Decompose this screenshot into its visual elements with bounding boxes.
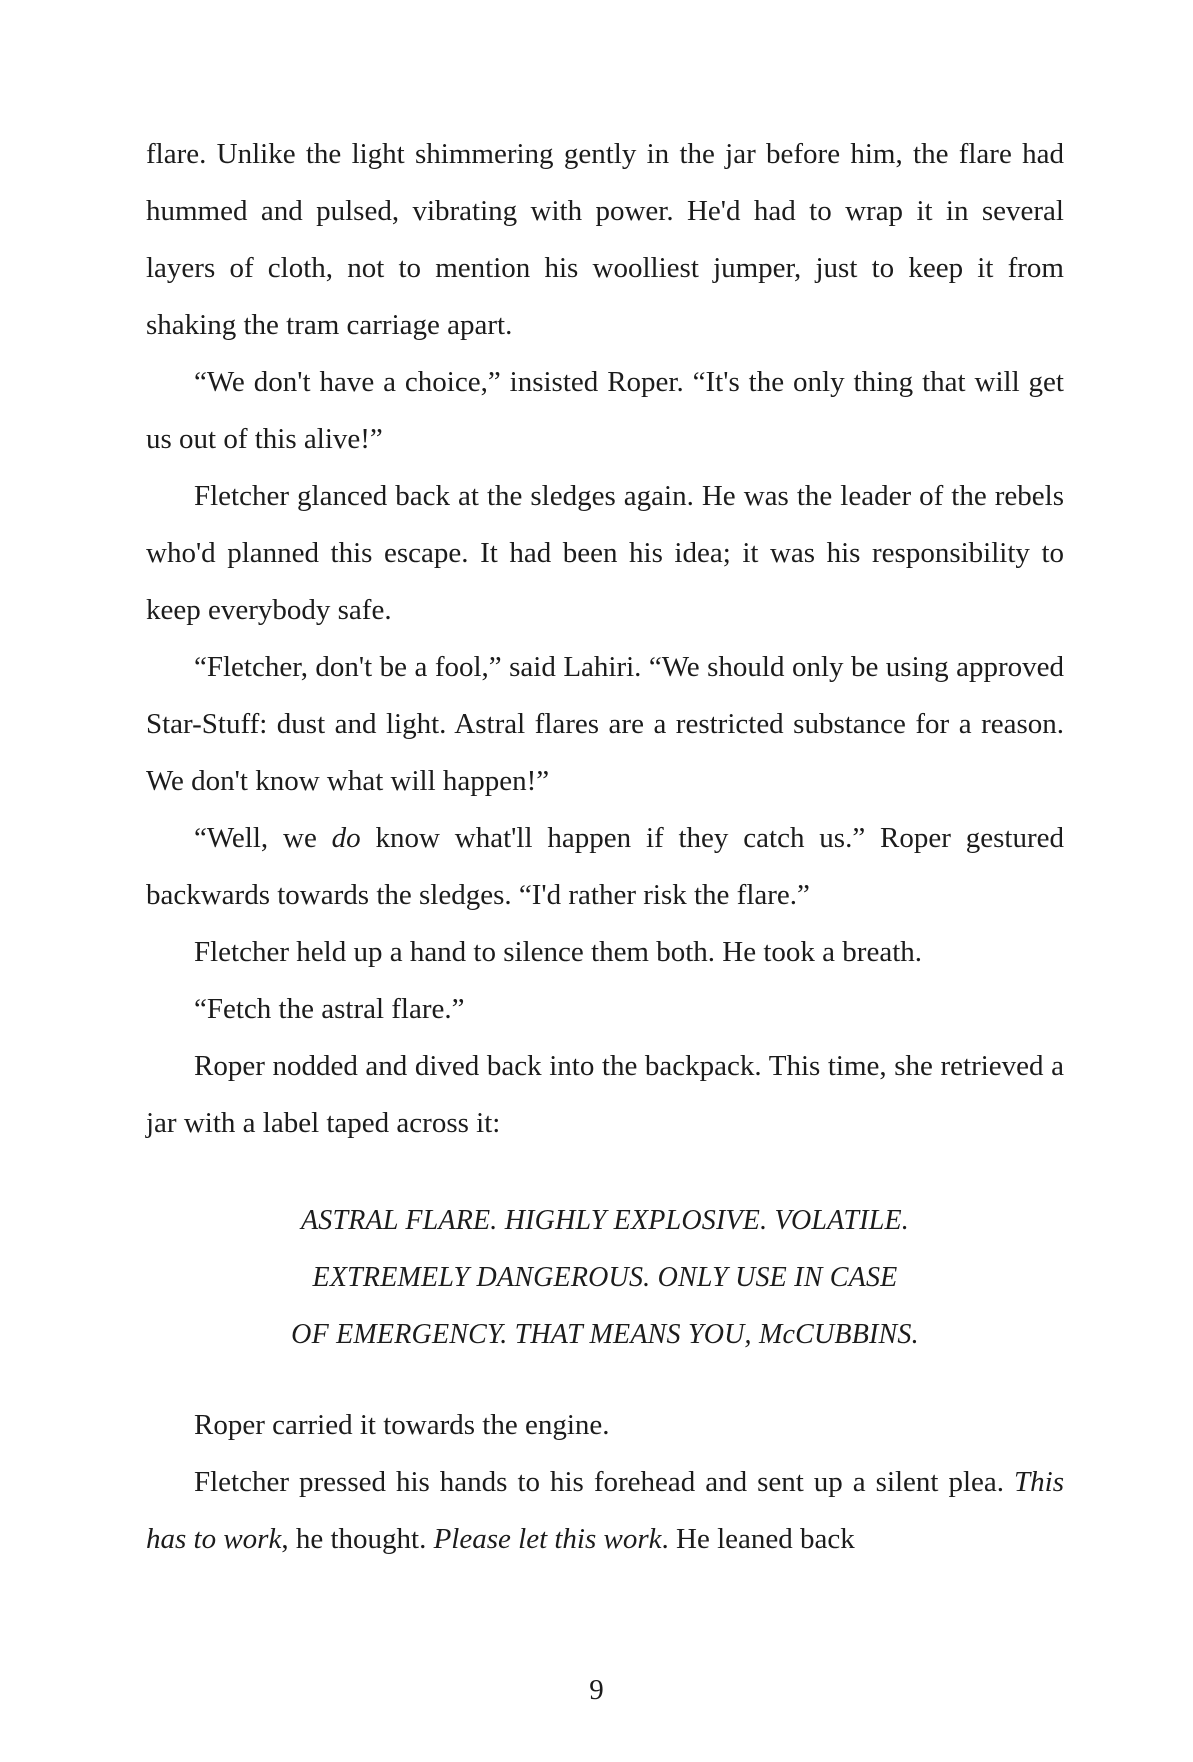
paragraph-10-emphasis-1: This has to work [146,1466,1064,1555]
page-number: 9 [589,1674,604,1706]
paragraph-10-text-c: . He leaned back [661,1523,855,1555]
jar-label-line-2: EXTREMELY DANGEROUS. ONLY USE IN CASE [312,1262,898,1293]
jar-label-line-3: OF EMERGENCY. THAT MEANS YOU, McCUBBINS. [291,1319,919,1350]
paragraph-3: Fletcher glanced back at the sledges again. He was the leader of the rebels who'd planned this escape. It had been his idea; it was his responsibility to keep everybody safe. [146,480,1064,626]
paragraph-2: “We don't have a choice,” insisted Roper. “It's the only thing that will get us out of this alive!” [146,366,1064,455]
body-text [146,126,1064,1568]
paragraph-5 [146,810,1064,924]
jar-label-line-1: ASTRAL FLARE. HIGHLY EXPLOSIVE. VOLATILE. [300,1205,910,1236]
paragraph-5-text-b: know what'll happen if they catch us.” Roper gestured backwards towards the sledges. “I'd rather risk the flare.” [146,822,1064,911]
paragraph-9: Roper carried it towards the engine. [194,1409,610,1441]
paragraph-4: “Fletcher, don't be a fool,” said Lahiri. “We should only be using approved Star-Stuff: dust and light. Astral flares are a restricted substance for a reason. We don't know what will happen!” [146,651,1064,797]
jar-label-text [146,1192,1064,1363]
paragraph-10-emphasis-2: Please let this work [433,1523,662,1555]
paragraph-10-text-b: , he thought. [281,1523,434,1555]
paragraph-5-emphasis: do [331,822,361,854]
paragraph-5-text-a: “Well, we [194,822,332,854]
paragraph-8: Roper nodded and dived back into the backpack. This time, she retrieved a jar with a label taped across it: [146,1050,1064,1139]
paragraph-6: Fletcher held up a hand to silence them both. He took a breath. [194,936,923,968]
paragraph-10-text-a: Fletcher pressed his hands to his forehead and sent up a silent plea. [194,1466,1015,1498]
paragraph-7: “Fetch the astral flare.” [194,993,465,1025]
paragraph-10 [146,1454,1064,1568]
paragraph-1: flare. Unlike the light shimmering gently in the jar before him, the flare had hummed and pulsed, vibrating with power. He'd had to wrap it in several layers of cloth, not to mention his woolliest jumper, just to keep it from shaking the tram carriage apart. [146,138,1064,341]
